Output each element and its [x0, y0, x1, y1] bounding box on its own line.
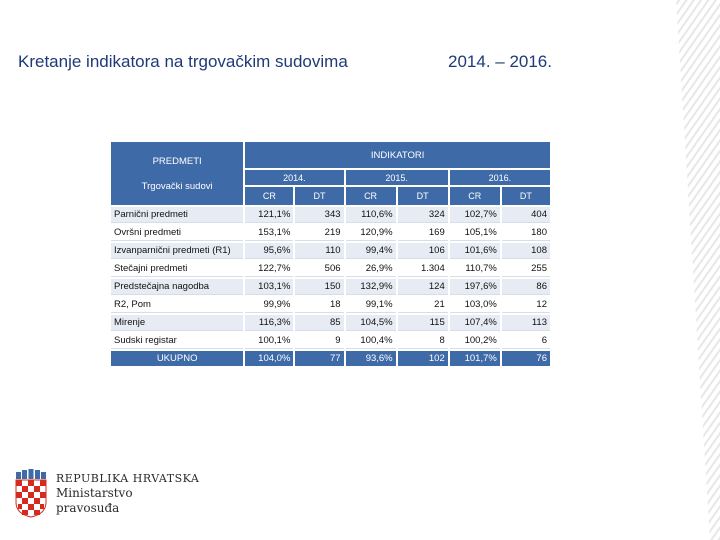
value-cell: 100,2% [450, 333, 500, 349]
value-cell: 110,7% [450, 261, 500, 277]
value-cell: 404 [502, 207, 550, 223]
value-cell: 21 [398, 297, 448, 313]
year-header: 2015. [346, 170, 448, 185]
total-label: UKUPNO [111, 351, 243, 366]
value-cell: 103,0% [450, 297, 500, 313]
total-cell: 104,0% [245, 351, 293, 366]
value-cell: 103,1% [245, 279, 293, 295]
value-cell: 99,4% [346, 243, 396, 259]
value-cell: 6 [502, 333, 550, 349]
value-cell: 124 [398, 279, 448, 295]
value-cell: 169 [398, 225, 448, 241]
value-cell: 95,6% [245, 243, 293, 259]
value-cell: 9 [295, 333, 343, 349]
value-cell: 99,1% [346, 297, 396, 313]
value-cell: 12 [502, 297, 550, 313]
table-row [111, 279, 550, 295]
value-cell: 8 [398, 333, 448, 349]
row-label: R2, Pom [111, 297, 243, 313]
period-label: 2014. – 2016. [448, 52, 552, 71]
value-cell: 132,9% [346, 279, 396, 295]
corner-header [111, 142, 243, 205]
value-cell: 106 [398, 243, 448, 259]
value-cell: 116,3% [245, 315, 293, 331]
metric-header: DT [398, 187, 448, 205]
row-label: Predstečajna nagodba [111, 279, 243, 295]
metric-header: DT [502, 187, 550, 205]
corner-label-sub: Trgovački sudovi [141, 180, 213, 192]
value-cell: 219 [295, 225, 343, 241]
logo-line-1: REPUBLIKA HRVATSKA [56, 472, 200, 485]
total-cell: 102 [398, 351, 448, 366]
value-cell: 197,6% [450, 279, 500, 295]
table-row [111, 333, 550, 349]
table-row [111, 225, 550, 241]
value-cell: 107,4% [450, 315, 500, 331]
value-cell: 1.304 [398, 261, 448, 277]
metric-header: DT [295, 187, 343, 205]
metric-header: CR [450, 187, 500, 205]
page-title: Kretanje indikatora na trgovačkim sudovima [18, 52, 348, 71]
value-cell: 115 [398, 315, 448, 331]
logo-line-3: pravosuđa [56, 501, 120, 515]
value-cell: 26,9% [346, 261, 396, 277]
row-label: Parnični predmeti [111, 207, 243, 223]
value-cell: 506 [295, 261, 343, 277]
table-row [111, 261, 550, 277]
value-cell: 101,6% [450, 243, 500, 259]
value-cell: 110,6% [346, 207, 396, 223]
value-cell: 153,1% [245, 225, 293, 241]
row-label: Mirenje [111, 315, 243, 331]
value-cell: 100,4% [346, 333, 396, 349]
coat-of-arms-icon [14, 468, 48, 518]
value-cell: 150 [295, 279, 343, 295]
value-cell: 18 [295, 297, 343, 313]
value-cell: 324 [398, 207, 448, 223]
value-cell: 110 [295, 243, 343, 259]
table-row [111, 207, 550, 223]
decorative-stripes [656, 0, 720, 540]
indicator-table [109, 140, 552, 368]
value-cell: 343 [295, 207, 343, 223]
table-row [111, 315, 550, 331]
value-cell: 100,1% [245, 333, 293, 349]
value-cell: 102,7% [450, 207, 500, 223]
metric-header: CR [346, 187, 396, 205]
table-body [111, 207, 550, 349]
value-cell: 99,9% [245, 297, 293, 313]
value-cell: 120,9% [346, 225, 396, 241]
logo-line-2: Ministarstvo [56, 486, 133, 500]
year-header: 2016. [450, 170, 550, 185]
year-header: 2014. [245, 170, 343, 185]
value-cell: 255 [502, 261, 550, 277]
total-cell: 77 [295, 351, 343, 366]
value-cell: 108 [502, 243, 550, 259]
row-label: Ovršni predmeti [111, 225, 243, 241]
value-cell: 122,7% [245, 261, 293, 277]
metric-header: CR [245, 187, 293, 205]
ministry-logo [14, 468, 204, 520]
logo-text [56, 472, 199, 516]
row-label: Izvanparnični predmeti (R1) [111, 243, 243, 259]
corner-label-top: PREDMETI [152, 155, 202, 167]
row-label: Sudski registar [111, 333, 243, 349]
row-label: Stečajni predmeti [111, 261, 243, 277]
value-cell: 105,1% [450, 225, 500, 241]
value-cell: 86 [502, 279, 550, 295]
table-row [111, 243, 550, 259]
total-cell: 101,7% [450, 351, 500, 366]
total-row [111, 351, 550, 366]
value-cell: 113 [502, 315, 550, 331]
value-cell: 121,1% [245, 207, 293, 223]
value-cell: 85 [295, 315, 343, 331]
value-cell: 104,5% [346, 315, 396, 331]
table-row [111, 297, 550, 313]
group-header: INDIKATORI [245, 142, 550, 168]
value-cell: 180 [502, 225, 550, 241]
total-cell: 76 [502, 351, 550, 366]
total-cell: 93,6% [346, 351, 396, 366]
